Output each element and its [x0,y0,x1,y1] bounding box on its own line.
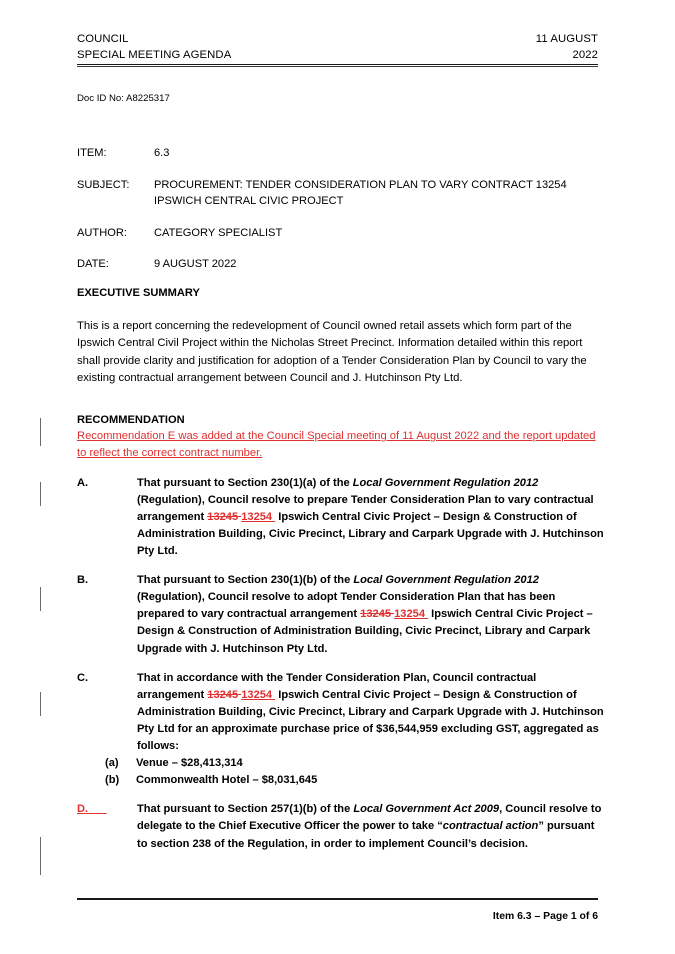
header-row-2 [77,47,598,63]
clause-text-lead: That pursuant to Section 230(1)(b) of the [137,574,354,587]
clause-text-lead: That pursuant to Section 230(1)(a) of the [137,476,353,489]
tracked-deletion-contract-number: 13245 [207,510,239,523]
recommendation-sub-item-marker: (b) [105,774,120,787]
clause-text-mid: , Council resolve to delegate to the Chief Executive Officer the power to take “ [137,803,602,833]
recommendation-item [77,475,605,560]
recommendation-item [77,572,605,657]
clause-text-lead: That pursuant to Section 257(1)(b) of the [137,803,354,816]
item-value: 6.3 [154,147,170,159]
footer-rule [77,898,598,900]
recommendation-item-text [137,572,605,657]
author-value: CATEGORY SPECIALIST [154,226,283,239]
recommendation-item-text [137,670,605,755]
header-meeting-label: SPECIAL MEETING AGENDA [77,49,232,61]
recommendation-item-text [137,801,605,852]
subject-value [154,177,605,210]
tracked-deletion-contract-number: 13245 [360,608,392,621]
metadata-row-author [77,225,605,242]
clause-text-lead: That in accordance with the Tender Consideration Plan, Council contractual arrangement [137,671,537,701]
tracked-deletion-contract-number: 13245 [207,688,239,701]
report-metadata [77,145,605,273]
recommendation-item [77,670,605,755]
recommendation-list [77,475,605,853]
legislation-citation: Local Government Act 2009 [353,803,500,816]
recommendation-item [77,801,605,852]
legislation-citation: Local Government Regulation 2012 [353,574,539,587]
date-label: DATE: [77,258,109,270]
item-label: ITEM: [77,147,107,159]
tracked-insertion-contract-number: 13254 [241,510,273,523]
revision-change-bar [40,482,41,506]
clause-text-mid: (Regulation), Council resolve to adopt Tender Consideration Plan that has been prepared to vary contractual arrangement [137,591,556,621]
header-rule-thin [77,66,598,67]
subject-value-line-2: IPSWICH CENTRAL CIVIC PROJECT [154,195,344,207]
page-footer [77,898,598,924]
author-label: AUTHOR: [77,226,127,239]
clause-text-tail: ” pursuant to section 238 of the Regulation, in order to implement Council’s decision. [137,820,595,850]
recommendation-item-text [137,475,605,560]
metadata-row-subject [77,177,605,210]
subject-value-line-1: PROCUREMENT: TENDER CONSIDERATION PLAN TO VARY CONTRACT 13254 [154,178,567,191]
revision-change-bar [40,587,41,611]
recommendation-item-marker: A. [77,476,89,489]
date-value: 9 AUGUST 2022 [154,258,237,270]
recommendation-sub-item-marker: (a) [105,757,119,770]
recommendation-sub-item [77,772,605,789]
clause-text-tail: Ipswich Central Civic Project – Design & Construction of Administration Building, Civic Precinct, Library and Carpark Upgrade with J. Hutchinson Pty Ltd. [137,608,593,655]
recommendation-revision-note: Recommendation E was added at the Council Special meeting of 11 August 2022 and the report updated to reflect the correct contract number. [77,430,596,460]
recommendation-item-marker: D. [77,803,107,816]
header-rule-thick [77,64,598,65]
clause-text-mid: (Regulation), Council resolve to prepare Tender Consideration Plan to vary contractual arrangement [137,493,594,523]
subject-label: SUBJECT: [77,178,130,191]
tracked-insertion-contract-number: 13254 [394,608,425,621]
recommendation-sub-list [77,755,605,789]
recommendation-sub-item-text: Venue – $28,413,314 [136,757,243,770]
header-date-label: 11 AUGUST [535,33,598,45]
header-council-label: COUNCIL [77,33,129,45]
quoted-term: contractual action [442,820,539,833]
metadata-row-item [77,145,605,162]
revision-change-bar [40,692,41,716]
clause-text-tail: Ipswich Central Civic Project – Design & Construction of Administration Building, Civic Precinct, Library and Carpark Upgrade with J. Hutchinson Pty Ltd for an approximate purchase price of $36,544,959 excluding GST, aggregated as follows: [137,688,604,753]
document-body [77,92,605,853]
clause-text-tail: Ipswich Central Civic Project – Design & Construction of Administration Building, Civic Precinct, Library and Carpark Upgrade with J. Hutchinson Pty Ltd. [137,510,604,558]
recommendation-sub-item-text: Commonwealth Hotel – $8,031,645 [136,774,318,787]
doc-id-line: Doc ID No: A8225317 [77,93,170,104]
recommendation-sub-item [77,755,605,772]
metadata-row-date [77,256,605,273]
recommendation-heading: RECOMMENDATION [77,413,185,426]
tracked-insertion-contract-number: 13254 [241,688,273,701]
header-year-label: 2022 [572,49,598,61]
header-row-1 [77,31,598,47]
page-header [77,31,598,67]
executive-summary-paragraph: This is a report concerning the redevelopment of Council owned retail assets which form part of the Ipswich Central Civil Project within the Nicholas Street Precinct. Information detailed within this report shall provide clarity and justification for adoption of a Tender Consideration Plan by Council to vary the existing contractual arrangement between Council and J. Hutchinson Pty Ltd. [77,320,587,385]
revision-change-bar [40,837,41,875]
footer-page-label: Item 6.3 – Page 1 of 6 [492,911,598,922]
recommendation-item-marker: B. [77,574,89,587]
executive-summary-heading: EXECUTIVE SUMMARY [77,286,200,299]
recommendation-item-marker: C. [77,671,89,684]
revision-change-bar [40,418,41,446]
legislation-citation: Local Government Regulation 2012 [352,476,539,489]
